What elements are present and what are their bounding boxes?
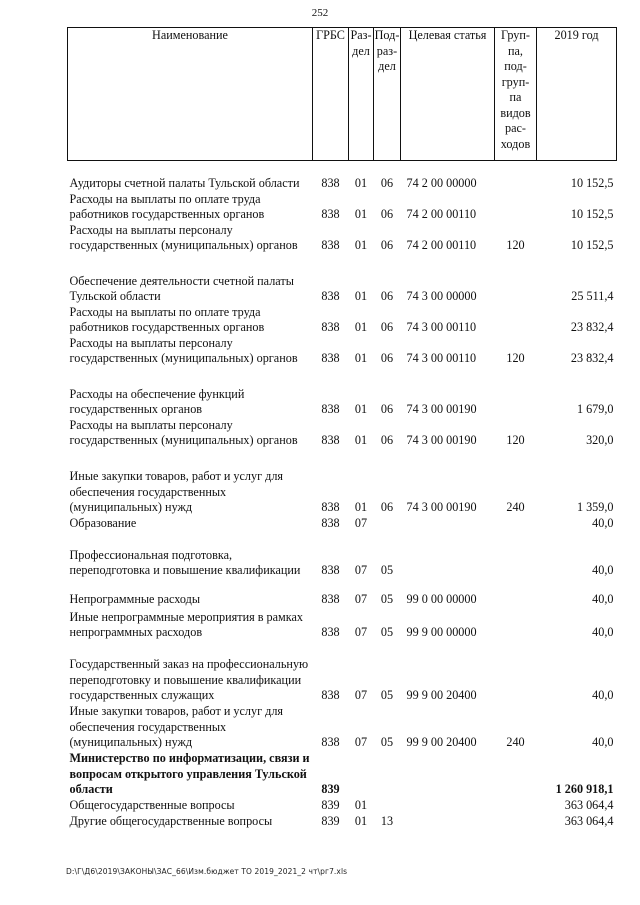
row-grbs: 839 [321, 798, 340, 812]
header-expense-group: Груп- па, под- груп- па видов рас- ходов [495, 28, 537, 161]
row-razdel: 01 [354, 320, 368, 334]
row-razdel: 01 [354, 500, 368, 514]
table-row [68, 532, 617, 579]
row-amount: 320,0 [586, 433, 614, 447]
row-amount: 40,0 [592, 688, 614, 702]
row-name: Расходы на выплаты персоналу государственных (муниципальных) органов [69, 335, 298, 365]
table-row [68, 274, 617, 305]
spacer-row [68, 449, 617, 469]
row-razdel: 01 [354, 402, 368, 416]
row-razdel: 07 [354, 735, 368, 749]
row-expense-group [495, 608, 537, 641]
row-name: Расходы на выплаты по оплате труда работников государственных органов [69, 191, 265, 221]
row-expense-group [495, 516, 537, 532]
row-podrazdel: 13 [380, 814, 394, 828]
table-row [68, 641, 617, 704]
row-grbs: 838 [321, 735, 340, 749]
row-razdel: 07 [354, 563, 368, 577]
row-target-article [401, 798, 495, 814]
table-row [68, 161, 617, 192]
table-row [68, 814, 617, 830]
row-expense-group [495, 192, 537, 223]
row-podrazdel: 06 [380, 320, 394, 334]
row-expense-group: 240 [506, 735, 525, 749]
row-grbs: 838 [321, 516, 340, 530]
table-row [68, 336, 617, 367]
table-row [68, 418, 617, 449]
row-razdel: 01 [354, 814, 368, 828]
row-name: Расходы на выплаты по оплате труда работников государственных органов [69, 304, 265, 334]
row-razdel: 01 [354, 207, 368, 221]
row-name: Аудиторы счетной палаты Тульской области [69, 176, 300, 190]
header-podrazdel: Под- раз- дел [374, 28, 401, 161]
row-grbs: 838 [321, 320, 340, 334]
row-grbs: 838 [321, 238, 340, 252]
row-expense-group [495, 274, 537, 305]
row-amount: 10 152,5 [570, 238, 614, 252]
row-target-article [401, 751, 495, 798]
page-number: 252 [311, 7, 329, 19]
row-podrazdel: 06 [380, 207, 394, 221]
row-grbs: 838 [321, 433, 340, 447]
row-grbs [313, 449, 349, 469]
row-grbs: 838 [321, 351, 340, 365]
row-grbs: 838 [321, 592, 340, 606]
table-row [68, 798, 617, 814]
row-target-article [401, 814, 495, 830]
row-target-article: 74 2 00 00110 [406, 207, 477, 221]
row-expense-group [495, 751, 537, 798]
row-podrazdel: 05 [380, 735, 394, 749]
row-target-article [401, 449, 495, 469]
row-amount: 40,0 [592, 735, 614, 749]
row-amount: 23 832,4 [570, 320, 614, 334]
spacer-row [68, 367, 617, 387]
row-expense-group: 240 [506, 500, 525, 514]
row-expense-group [495, 641, 537, 704]
row-target-article: 74 3 00 00190 [406, 500, 477, 514]
row-grbs [313, 254, 349, 274]
row-name: Обеспечение деятельности счетной палаты Тульской области [69, 273, 294, 303]
row-amount: 40,0 [592, 625, 614, 639]
row-amount: 1 359,0 [576, 500, 614, 514]
row-grbs: 838 [321, 402, 340, 416]
row-grbs: 838 [321, 688, 340, 702]
row-target-article: 99 9 00 20400 [406, 688, 477, 702]
row-razdel: 07 [354, 592, 368, 606]
table-row [68, 608, 617, 641]
row-grbs: 838 [321, 563, 340, 577]
row-target-article: 74 3 00 00000 [406, 289, 477, 303]
row-razdel: 01 [354, 351, 368, 365]
row-target-article: 74 3 00 00110 [406, 351, 477, 365]
row-podrazdel: 06 [380, 176, 394, 190]
row-target-article [401, 516, 495, 532]
row-grbs: 838 [321, 500, 340, 514]
table-row [68, 751, 617, 798]
row-name: Общегосударственные вопросы [69, 798, 235, 812]
row-name: Расходы на выплаты персоналу государственных (муниципальных) органов [69, 417, 298, 447]
header-target-article: Целевая статья [401, 28, 495, 161]
row-grbs: 838 [321, 207, 340, 221]
row-amount: 25 511,4 [571, 289, 614, 303]
table-header-row [68, 28, 617, 161]
row-razdel [349, 751, 374, 798]
row-target-article: 74 2 00 00000 [406, 176, 477, 190]
row-name [68, 449, 313, 469]
row-target-article: 74 3 00 00190 [406, 433, 477, 447]
row-podrazdel: 05 [380, 592, 394, 606]
row-name: Иные закупки товаров, работ и услуг для обеспечения государственных (муниципальных) нужд [69, 704, 284, 749]
row-podrazdel: 05 [380, 625, 394, 639]
row-name [68, 254, 313, 274]
row-amount: 1 260 918,1 [555, 782, 614, 796]
row-target-article: 74 3 00 00110 [406, 320, 477, 334]
row-expense-group [495, 254, 537, 274]
row-target-article: 74 2 00 00110 [406, 238, 477, 252]
table-row [68, 579, 617, 608]
row-expense-group [495, 367, 537, 387]
row-razdel: 07 [354, 625, 368, 639]
row-target-article [401, 367, 495, 387]
row-razdel: 01 [354, 238, 368, 252]
header-grbs: ГРБС [313, 28, 349, 161]
row-podrazdel [374, 449, 401, 469]
row-name: Иные непрограммные мероприятия в рамках непрограммных расходов [69, 609, 304, 639]
row-name: Непрограммные расходы [69, 592, 201, 606]
row-expense-group [495, 449, 537, 469]
row-razdel: 01 [354, 798, 368, 812]
row-expense-group [495, 798, 537, 814]
row-podrazdel: 05 [380, 688, 394, 702]
row-amount: 40,0 [592, 592, 614, 606]
row-amount: 40,0 [592, 516, 614, 530]
row-amount: 1 679,0 [576, 402, 614, 416]
row-razdel: 01 [354, 176, 368, 190]
row-grbs: 839 [321, 814, 340, 828]
row-grbs: 839 [321, 782, 340, 796]
row-amount: 10 152,5 [570, 207, 614, 221]
row-expense-group: 120 [506, 433, 525, 447]
header-razdel: Раз- дел [349, 28, 374, 161]
row-razdel [349, 254, 374, 274]
table-row [68, 192, 617, 223]
row-razdel [349, 449, 374, 469]
row-expense-group [495, 532, 537, 579]
row-target-article [401, 532, 495, 579]
header-name: Наименование [68, 28, 313, 161]
row-target-article: 74 3 00 00190 [406, 402, 477, 416]
table-row [68, 387, 617, 418]
row-podrazdel: 06 [380, 351, 394, 365]
row-podrazdel [374, 367, 401, 387]
row-podrazdel: 06 [380, 500, 394, 514]
row-target-article: 99 9 00 00000 [406, 625, 477, 639]
row-expense-group [495, 305, 537, 336]
row-name: Образование [69, 516, 137, 530]
row-razdel: 01 [354, 433, 368, 447]
row-podrazdel [374, 751, 401, 798]
row-expense-group: 120 [506, 351, 525, 365]
row-expense-group [495, 579, 537, 608]
budget-table [67, 27, 617, 830]
row-podrazdel [374, 254, 401, 274]
spacer-row [68, 254, 617, 274]
row-name: Иные закупки товаров, работ и услуг для обеспечения государственных (муниципальных) нужд [69, 469, 284, 514]
row-razdel: 01 [354, 289, 368, 303]
row-amount: 363 064,4 [564, 798, 614, 812]
row-grbs: 838 [321, 176, 340, 190]
table-row [68, 469, 617, 516]
table-body [68, 161, 617, 830]
row-podrazdel: 06 [380, 402, 394, 416]
row-name: Государственный заказ на профессиональную переподготовку и повышение квалификации государственных служащих [69, 657, 309, 702]
row-expense-group [495, 161, 537, 192]
row-podrazdel: 06 [380, 238, 394, 252]
row-name: Профессиональная подготовка, переподготовка и повышение квалификации [69, 547, 301, 577]
row-target-article [401, 254, 495, 274]
row-amount: 23 832,4 [570, 351, 614, 365]
table-row [68, 305, 617, 336]
row-grbs: 838 [321, 625, 340, 639]
file-path-footer: D:\Г\Д6\2019\ЗАКОНЫ\ЗАС_66\Изм.бюджет ТО 2019_2021_2 чт\рг7.xls [66, 867, 348, 876]
row-expense-group: 120 [506, 238, 525, 252]
row-expense-group [495, 387, 537, 418]
row-grbs [313, 367, 349, 387]
table-row [68, 516, 617, 532]
row-target-article: 99 9 00 20400 [406, 735, 477, 749]
row-razdel [349, 367, 374, 387]
row-grbs: 838 [321, 289, 340, 303]
row-amount: 363 064,4 [564, 814, 614, 828]
row-podrazdel: 06 [380, 433, 394, 447]
row-amount [537, 367, 617, 387]
row-podrazdel [374, 516, 401, 532]
row-name [68, 367, 313, 387]
table-row [68, 223, 617, 254]
row-amount: 40,0 [592, 563, 614, 577]
header-year: 2019 год [537, 28, 617, 161]
row-amount [537, 449, 617, 469]
row-razdel: 07 [354, 688, 368, 702]
row-amount: 10 152,5 [570, 176, 614, 190]
row-amount [537, 254, 617, 274]
row-expense-group [495, 814, 537, 830]
row-name: Расходы на обеспечение функций государственных органов [69, 386, 245, 416]
row-podrazdel: 06 [380, 289, 394, 303]
table-row [68, 704, 617, 751]
row-name: Другие общегосударственные вопросы [69, 814, 273, 828]
row-podrazdel: 05 [380, 563, 394, 577]
row-podrazdel [374, 798, 401, 814]
row-razdel: 07 [354, 516, 368, 530]
row-name: Расходы на выплаты персоналу государственных (муниципальных) органов [69, 222, 298, 252]
row-name: Министерство по информатизации, связи и вопросам открытого управления Тульской области [69, 751, 310, 796]
row-target-article: 99 0 00 00000 [406, 592, 477, 606]
